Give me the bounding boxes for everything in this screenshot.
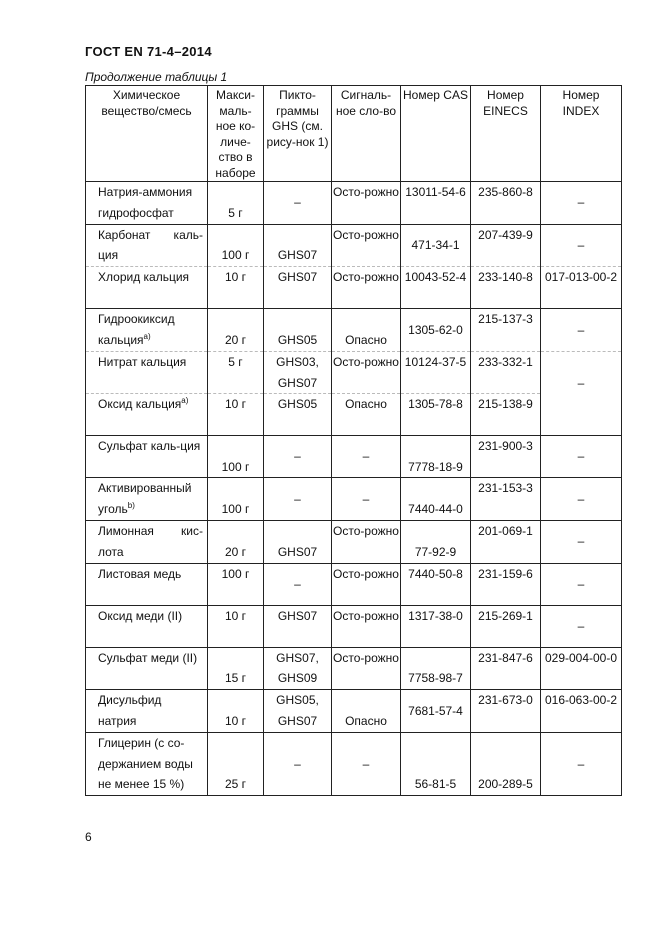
cell-signal: Осто-рожно: [332, 647, 401, 690]
cell-index: 017-013-00-2: [541, 267, 622, 309]
cell-einecs: 233-332-1: [471, 351, 541, 394]
cell-einecs: 231-153-3: [471, 478, 541, 521]
header-signal-word: Сигналь-ное сло-во: [332, 86, 401, 182]
cell-ghs: GHS05, GHS07: [264, 690, 332, 733]
cell-substance: Глицерин (с со-держанием воды не менее 15 %): [86, 732, 208, 795]
cell-amount: 10 г: [208, 267, 264, 309]
cell-einecs: 200-289-5: [471, 732, 541, 795]
cell-einecs: 233-140-8: [471, 267, 541, 309]
cell-signal: Осто-рожно: [332, 563, 401, 605]
cell-substance: Лимонная кис-лота: [86, 520, 208, 563]
header-einecs-number: Номер EINECS: [471, 86, 541, 182]
cell-index: –: [541, 224, 622, 267]
cell-amount: 5 г: [208, 182, 264, 225]
cell-ghs: GHS07: [264, 267, 332, 309]
page-number: 6: [85, 830, 92, 844]
cell-substance: Карбонат каль-ция: [86, 224, 208, 267]
cell-cas: 13011-54-6: [401, 182, 471, 225]
cell-signal: Осто-рожно: [332, 520, 401, 563]
cell-amount: 20 г: [208, 520, 264, 563]
cell-signal: –: [332, 436, 401, 478]
cell-ghs: GHS05: [264, 394, 332, 436]
cell-index: –: [541, 351, 622, 394]
table-row: [86, 690, 622, 733]
cell-signal: Осто-рожно: [332, 351, 401, 394]
cell-index: –: [541, 520, 622, 563]
cell-index: –: [541, 309, 622, 352]
table-row: [86, 732, 622, 795]
cell-ghs: GHS05: [264, 309, 332, 352]
cell-substance: Натрия-аммония гидрофосфат: [86, 182, 208, 225]
cell-substance: Дисульфид натрия: [86, 690, 208, 733]
cell-amount: 20 г: [208, 309, 264, 352]
cell-ghs: –: [264, 732, 332, 795]
cell-ghs: GHS03, GHS07: [264, 351, 332, 394]
cell-einecs: 207-439-9: [471, 224, 541, 267]
cell-amount: 25 г: [208, 732, 264, 795]
table-row: [86, 224, 622, 267]
cell-amount: 100 г: [208, 478, 264, 521]
cell-amount: 5 г: [208, 351, 264, 394]
cell-amount: 10 г: [208, 605, 264, 647]
cell-index: –: [541, 436, 622, 478]
cell-index: 016-063-00-2: [541, 690, 622, 733]
doc-title: ГОСТ EN 71-4–2014: [85, 44, 212, 59]
cell-index: [541, 394, 622, 436]
table-row: [86, 647, 622, 690]
table-row: [86, 267, 622, 309]
cell-amount: 10 г: [208, 690, 264, 733]
table-row: [86, 351, 622, 394]
cell-amount: 10 г: [208, 394, 264, 436]
cell-substance: Хлорид кальция: [86, 267, 208, 309]
cell-einecs: 215-137-3: [471, 309, 541, 352]
table-row: [86, 605, 622, 647]
cell-einecs: 201-069-1: [471, 520, 541, 563]
cell-cas: 7440-44-0: [401, 478, 471, 521]
cell-ghs: GHS07: [264, 605, 332, 647]
cell-einecs: 231-847-6: [471, 647, 541, 690]
cell-signal: Опасно: [332, 394, 401, 436]
cell-signal: Осто-рожно: [332, 224, 401, 267]
header-substance: Химическое вещество/смесь: [86, 86, 208, 182]
cell-einecs: 231-673-0: [471, 690, 541, 733]
cell-cas: 471-34-1: [401, 224, 471, 267]
cell-signal: Опасно: [332, 690, 401, 733]
cell-index: –: [541, 563, 622, 605]
cell-index: –: [541, 605, 622, 647]
table-caption: Продолжение таблицы 1: [85, 70, 228, 84]
cell-substance: Гидроокиксид кальция$^{a)}$: [86, 309, 208, 352]
cell-ghs: GHS07: [264, 520, 332, 563]
table-row: [86, 394, 622, 436]
cell-cas: 10124-37-5: [401, 351, 471, 394]
cell-ghs: GHS07, GHS09: [264, 647, 332, 690]
cell-substance: Оксид меди (II): [86, 605, 208, 647]
cell-cas: 7440-50-8: [401, 563, 471, 605]
cell-ghs: –: [264, 563, 332, 605]
cell-cas: 1305-78-8: [401, 394, 471, 436]
cell-cas: 77-92-9: [401, 520, 471, 563]
cell-einecs: 215-269-1: [471, 605, 541, 647]
cell-index: –: [541, 732, 622, 795]
cell-cas: 7758-98-7: [401, 647, 471, 690]
cell-substance: Активированный уголь$^{b)}$: [86, 478, 208, 521]
cell-index: –: [541, 182, 622, 225]
cell-cas: 7778-18-9: [401, 436, 471, 478]
cell-substance: Сульфат каль-ция: [86, 436, 208, 478]
cell-einecs: 231-900-3: [471, 436, 541, 478]
cell-substance: Сульфат меди (II): [86, 647, 208, 690]
cell-signal: –: [332, 478, 401, 521]
header-cas-number: Номер CAS: [401, 86, 471, 182]
cell-ghs: –: [264, 182, 332, 225]
chemicals-table: [85, 85, 622, 796]
cell-cas: 1317-38-0: [401, 605, 471, 647]
table-row: [86, 478, 622, 521]
table-row: [86, 436, 622, 478]
cell-cas: 56-81-5: [401, 732, 471, 795]
cell-substance: Оксид кальция$^{a)}$: [86, 394, 208, 436]
cell-ghs: –: [264, 436, 332, 478]
cell-signal: Осто-рожно: [332, 182, 401, 225]
cell-einecs: 235-860-8: [471, 182, 541, 225]
cell-index: 029-004-00-0: [541, 647, 622, 690]
cell-cas: 1305-62-0: [401, 309, 471, 352]
cell-amount: 15 г: [208, 647, 264, 690]
cell-ghs: –: [264, 478, 332, 521]
cell-index: –: [541, 478, 622, 521]
cell-einecs: 215-138-9: [471, 394, 541, 436]
cell-cas: 10043-52-4: [401, 267, 471, 309]
table-row: [86, 182, 622, 225]
cell-amount: 100 г: [208, 224, 264, 267]
cell-amount: 100 г: [208, 436, 264, 478]
table-row: [86, 309, 622, 352]
cell-signal: Опасно: [332, 309, 401, 352]
cell-einecs: 231-159-6: [471, 563, 541, 605]
header-index-number: Номер INDEX: [541, 86, 622, 182]
cell-substance: Нитрат кальция: [86, 351, 208, 394]
table-row: [86, 520, 622, 563]
cell-ghs: GHS07: [264, 224, 332, 267]
cell-substance: Листовая медь: [86, 563, 208, 605]
table-header-row: [86, 86, 622, 182]
header-ghs-pictograms: Пикто-граммы GHS (см. рису-нок 1): [264, 86, 332, 182]
cell-signal: Осто-рожно: [332, 605, 401, 647]
cell-signal: Осто-рожно: [332, 267, 401, 309]
table-row: [86, 563, 622, 605]
header-max-amount: Макси-маль-ное ко-личе-ство в наборе: [208, 86, 264, 182]
cell-signal: –: [332, 732, 401, 795]
cell-cas: 7681-57-4: [401, 690, 471, 733]
cell-amount: 100 г: [208, 563, 264, 605]
